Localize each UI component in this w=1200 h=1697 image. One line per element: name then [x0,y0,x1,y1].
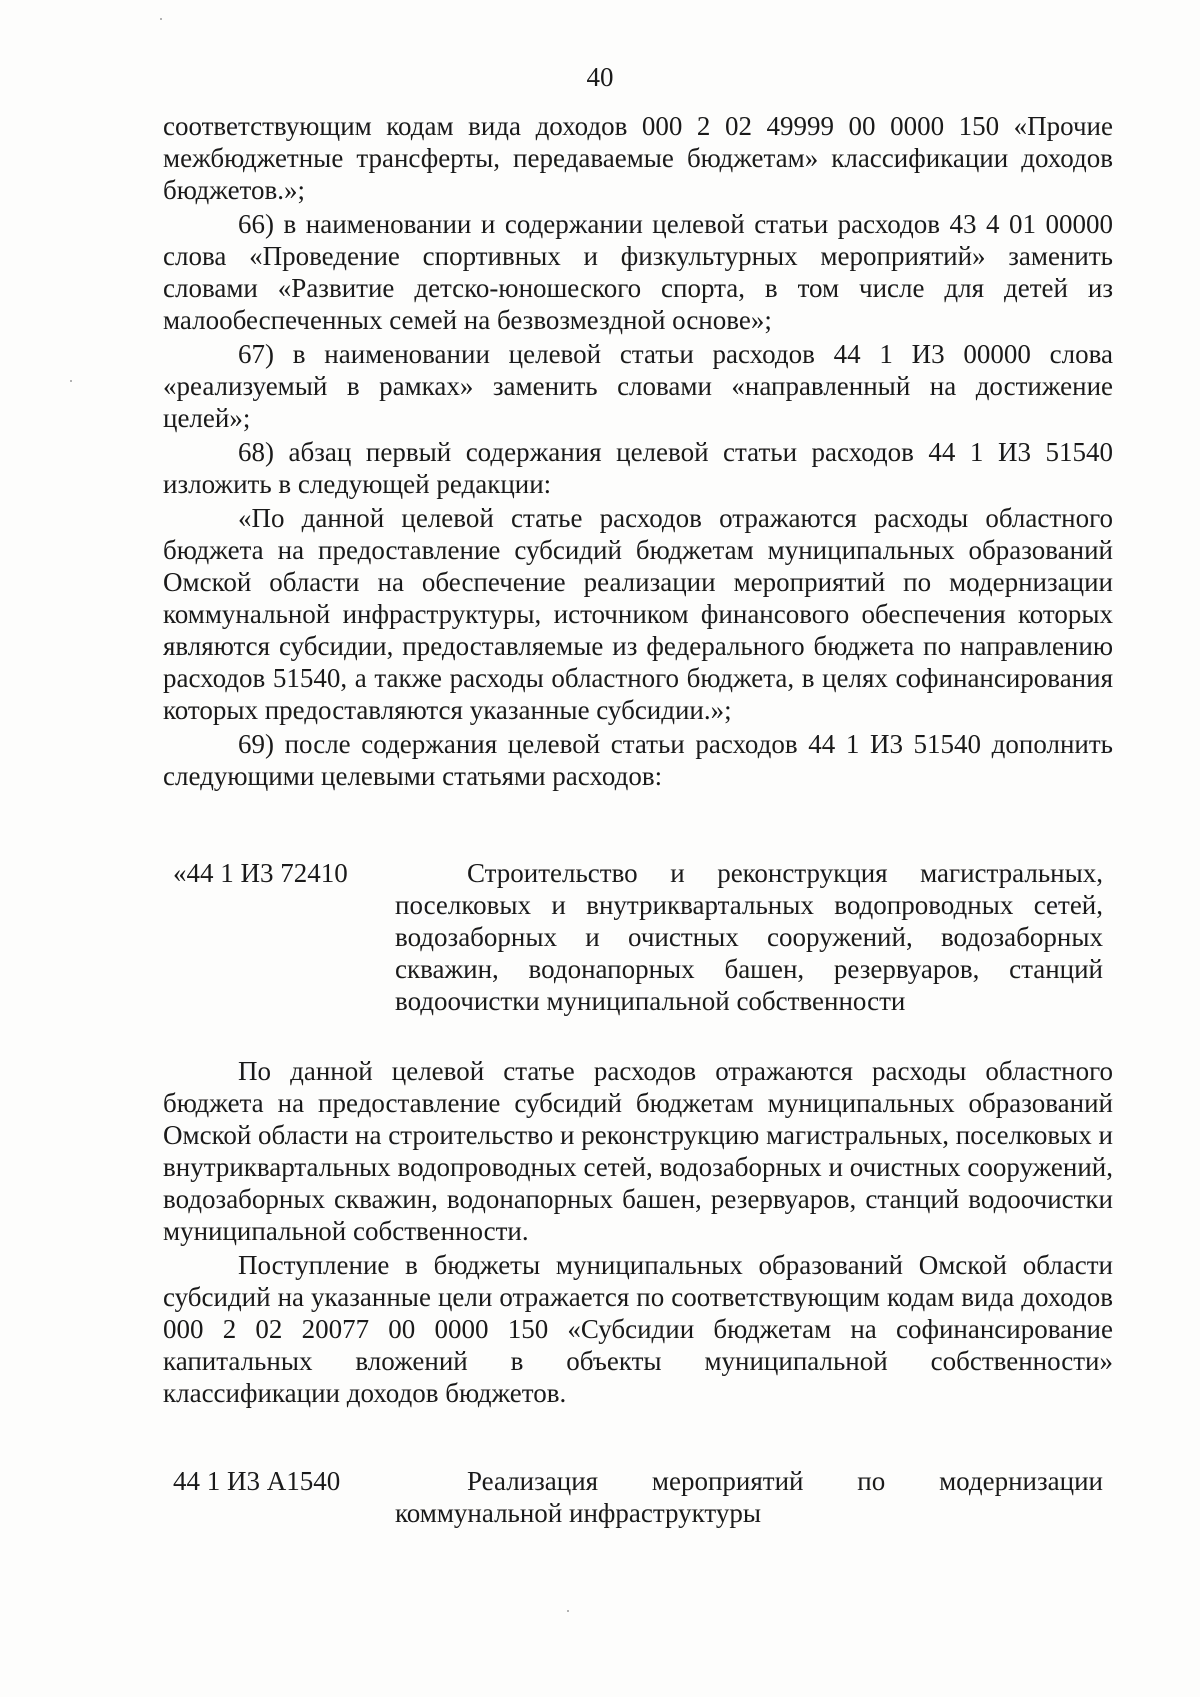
paragraph-quoted-text: «По данной целевой статье расходов отражаются расходы областного бюджета на предоставление субсидий бюджетам муниципальных образований Омской области на обеспечение реализации мероприятий по модернизации коммунальной инфраструктуры, источником финансового обеспечения которых являются субсидии, предоставляемые из федерального бюджета по направлению расходов 51540, а также расходы областного бюджета, в целях софинансирования которых предоставляются указанные субсидии.»; [163,503,1113,725]
paragraph-item-66: 66) в наименовании и содержании целевой статьи расходов 43 4 01 00000 слова «Проведение спортивных и физкультурных мероприятий» заменить словами «Развитие детско-юношеского спорта, в том числе для детей из малообеспеченных семей на безвозмездной основе»; [163,209,1113,335]
expense-article-code: 44 1 И3 А1540 [173,1466,341,1496]
scan-speck [70,380,72,382]
paragraph-description: По данной целевой статье расходов отражаются расходы областного бюджета на предоставление субсидий бюджетам муниципальных образований Омской области на строительство и реконструкцию магистральных, поселковых и внутриквартальных водопроводных сетей, водозаборных и очистных сооружений, водозаборных скважин, водонапорных башен, резервуаров, станций водоочистки муниципальной собственности. [163,1056,1113,1246]
page-number: 40 [586,62,614,92]
paragraph-item-69: 69) после содержания целевой статьи расходов 44 1 И3 51540 дополнить следующими целевыми статьями расходов: [163,729,1113,791]
paragraph-continuation: соответствующим кодам вида доходов 000 2 02 49999 00 0000 150 «Прочие межбюджетные трансферты, передаваемые бюджетам» классификации доходов бюджетов.»; [163,111,1113,205]
expense-article-title: Реализация мероприятий по модернизации коммунальной инфраструктуры [395,1466,1103,1528]
scan-speck [160,18,162,20]
amendment-text-top [163,110,1113,794]
paragraph-item-68: 68) абзац первый содержания целевой статьи расходов 44 1 И3 51540 изложить в следующей редакции: [163,437,1113,499]
amendment-text-middle [163,1055,1113,1411]
paragraph-item-67: 67) в наименовании целевой статьи расходов 44 1 И3 00000 слова «реализуемый в рамках» заменить словами «направленный на достижение целей»; [163,339,1113,433]
expense-article-title: Строительство и реконструкция магистральных, поселковых и внутриквартальных водопроводных сетей, водозаборных и очистных сооружений, водозаборных скважин, водонапорных башен, резервуаров, станций водоочистки муниципальной собственности [395,858,1103,1016]
scan-speck [567,1610,569,1612]
expense-article-code: «44 1 И3 72410 [173,858,348,888]
paragraph-income-codes: Поступление в бюджеты муниципальных образований Омской области субсидий на указанные цели отражается по соответствующим кодам вида доходов 000 2 02 20077 00 0000 150 «Субсидии бюджетам на софинансирование капитальных вложений в объекты муниципальной собственности» классификации доходов бюджетов. [163,1250,1113,1408]
